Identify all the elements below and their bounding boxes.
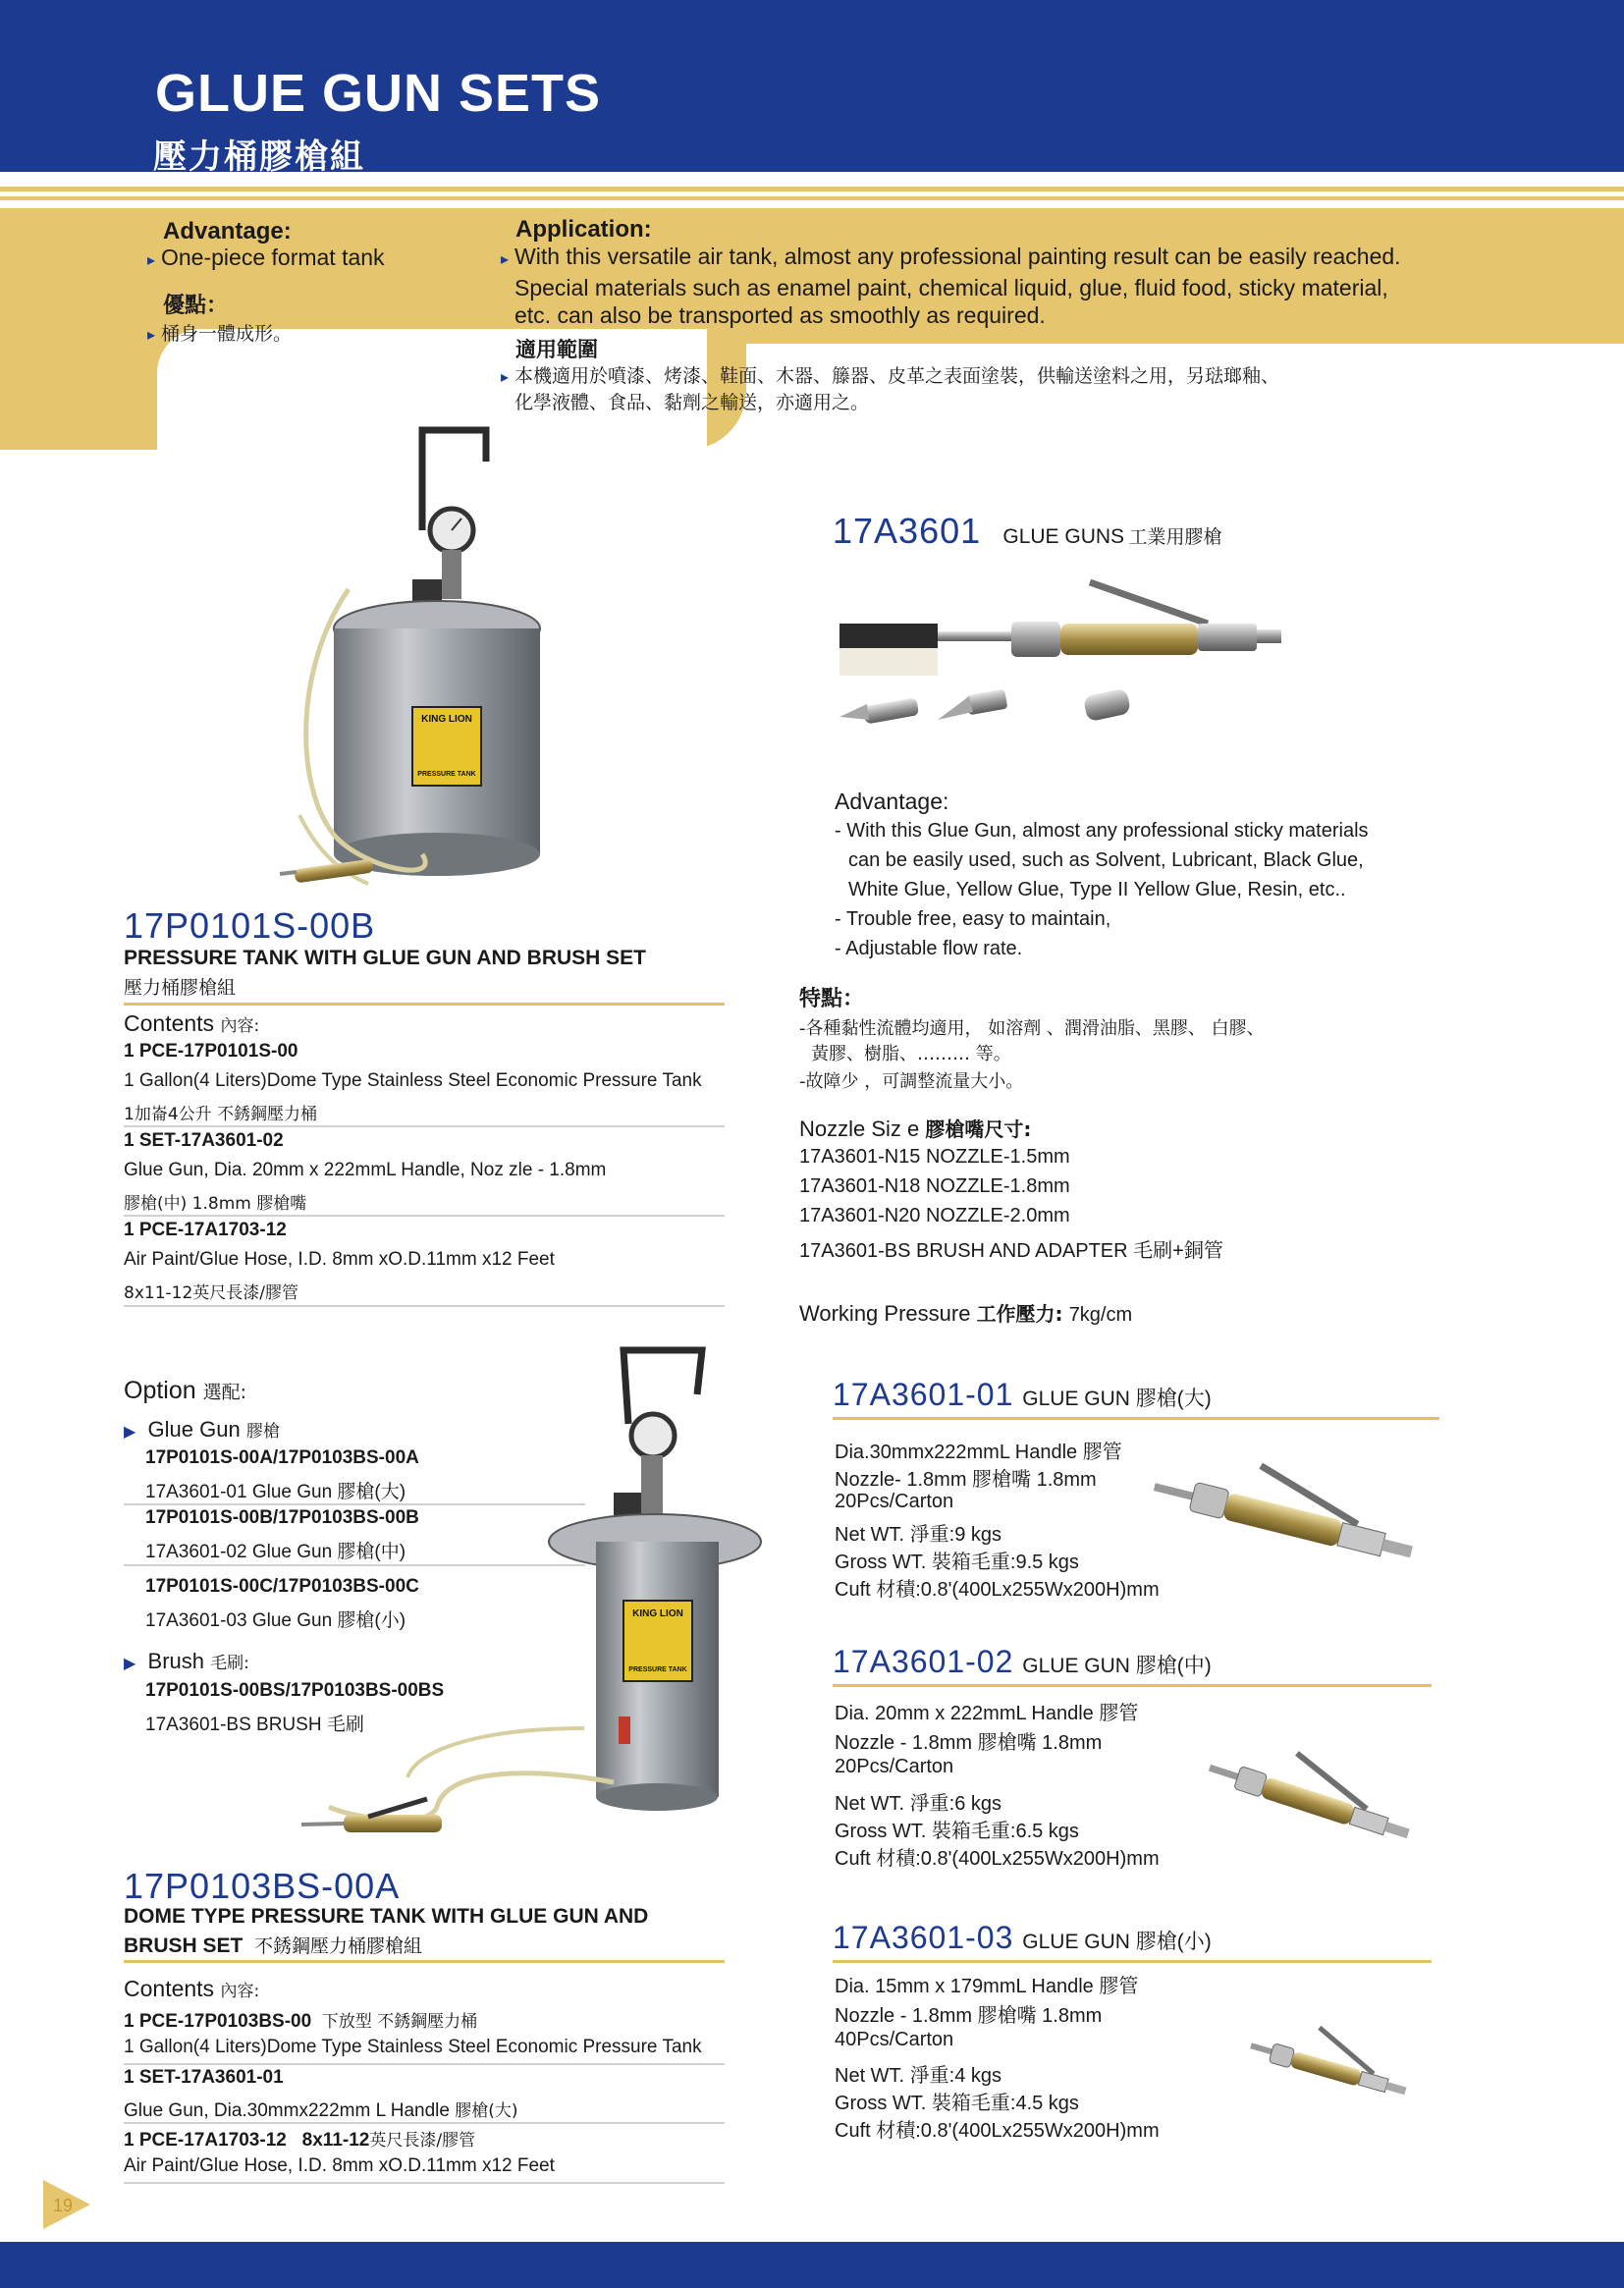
variant-03-spec: Cuft 材積:0.8'(400Lx255Wx200H)mm (835, 2120, 1160, 2142)
gun-zh-line: -各種黏性流體均適用， 如溶劑 、潤滑油脂、黑膠、 白膠、 (799, 1018, 1265, 1039)
dome-pressure-tank-image (290, 1345, 781, 1846)
set2-item3-head: 1 PCE-17A1703-12 8x11-12英尺長漆/膠管 (124, 2130, 476, 2151)
advantage-label: Advantage: (163, 218, 292, 245)
application-zh-label: 適用範圍 (515, 338, 598, 361)
set2-item1-desc: 1 Gallon(4 Liters)Dome Type Stainless Steel Economic Pressure Tank (124, 2037, 702, 2057)
application-text: ▸ With this versatile air tank, almost any professional painting result can be easily reached. Special materials such as enamel paint, chemical liquid, glue, fluid food, sticky material, etc. can also be transported as smoothly as required. (501, 243, 1492, 329)
variant-03-spec: 40Pcs/Carton (835, 2029, 954, 2050)
divider (124, 1215, 725, 1217)
page-number: 19 (53, 2196, 74, 2215)
variant-02-heading: 17A3601-02 GLUE GUN 膠槍(中) (833, 1644, 1212, 1679)
page-title: GLUE GUN SETS (155, 64, 602, 123)
option-gun-desc-a: 17A3601-01 Glue Gun 膠槍(大) (145, 1482, 406, 1502)
variant-02-spec: Nozzle - 1.8mm 膠槍嘴 1.8mm (835, 1732, 1103, 1754)
gun-zh-line: 黃膠、樹脂、……… 等。 (811, 1044, 1011, 1064)
gun-zh-label: 特點： (799, 987, 865, 1011)
set1-code: 17P0101S-00B (124, 905, 376, 946)
variant-03-spec: Nozzle - 1.8mm 膠槍嘴 1.8mm (835, 2005, 1103, 2027)
divider (124, 1125, 725, 1127)
tank-label: PRESSURE TANK (417, 771, 476, 778)
glue-gun-kit-image (839, 574, 1429, 751)
divider (833, 1960, 1432, 1963)
variant-02-spec: Dia. 20mm x 222mmL Handle 膠管 (835, 1703, 1139, 1724)
variant-01-spec: Dia.30mmx222mmL Handle 膠管 (835, 1442, 1122, 1463)
variant-03-spec: Dia. 15mm x 179mmL Handle 膠管 (835, 1976, 1139, 1997)
set1-item3-desc-zh: 8x11-12英尺長漆/膠管 (124, 1283, 299, 1303)
pressure-tank-image (275, 422, 589, 903)
variant-01-spec: Gross WT. 裝箱毛重:9.5 kgs (835, 1552, 1079, 1573)
tank-brand: KING LION (421, 714, 472, 725)
divider (124, 1960, 725, 1963)
advantage-zh-label: 優點： (163, 294, 229, 318)
advantage-item: ▸ One-piece format tank (147, 245, 385, 271)
set1-item2-desc-zh: 膠槍(中) 1.8mm 膠槍嘴 (124, 1194, 307, 1214)
nozzle-size-label: Nozzle Siz e 膠槍嘴尺寸: (799, 1117, 1032, 1141)
option-gun-code-a: 17P0101S-00A/17P0103BS-00A (145, 1447, 419, 1468)
gun-zh-line: -故障少 ，可調整流量大小。 (799, 1071, 1024, 1092)
option-gun-code-c: 17P0101S-00C/17P0103BS-00C (145, 1576, 419, 1597)
divider (124, 2182, 725, 2184)
variant-03-heading: 17A3601-03 GLUE GUN 膠槍(小) (833, 1920, 1212, 1955)
set2-item1-head: 1 PCE-17P0103BS-00 下放型 不銹鋼壓力桶 (124, 2011, 478, 2032)
variant-01-heading: 17A3601-01 GLUE GUN 膠槍(大) (833, 1377, 1212, 1412)
variant-03-spec: Gross WT. 裝箱毛重:4.5 kgs (835, 2093, 1079, 2114)
option-gun-code-b: 17P0101S-00B/17P0103BS-00B (145, 1507, 419, 1528)
gun-advantage-line: - With this Glue Gun, almost any professional sticky materials (835, 820, 1369, 842)
set1-title: PRESSURE TANK WITH GLUE GUN AND BRUSH SET (124, 947, 647, 969)
nozzle-item: 17A3601-BS BRUSH AND ADAPTER 毛刷+銅管 (799, 1240, 1223, 1262)
tank-brand: KING LION (632, 1608, 683, 1619)
nozzle-item: 17A3601-N20 NOZZLE-2.0mm (799, 1205, 1070, 1226)
gun-advantage-line: - Adjustable flow rate. (835, 938, 1023, 959)
divider (124, 1003, 725, 1006)
divider (124, 2122, 725, 2124)
variant-01-spec: 20Pcs/Carton (835, 1491, 954, 1512)
set1-item3-head: 1 PCE-17A1703-12 (124, 1220, 287, 1240)
set1-item2-head: 1 SET-17A3601-02 (124, 1130, 284, 1151)
gun-advantage-line: White Glue, Yellow Glue, Type II Yellow Glue, Resin, etc.. (848, 879, 1346, 900)
gun-heading: 17A3601 GLUE GUNS 工業用膠槍 (833, 511, 1222, 551)
set2-item2-desc: Glue Gun, Dia.30mmx222mm L Handle 膠槍(大) (124, 2100, 518, 2121)
option-brush-label: ▶ Brush 毛刷: (124, 1649, 249, 1673)
variant-01-spec: Net WT. 淨重:9 kgs (835, 1524, 1002, 1546)
set2-code: 17P0103BS-00A (124, 1866, 401, 1906)
divider (833, 1417, 1439, 1420)
set1-item2-desc: Glue Gun, Dia. 20mm x 222mmL Handle, Noz zle - 1.8mm (124, 1160, 607, 1180)
set1-item1-head: 1 PCE-17P0101S-00 (124, 1041, 298, 1062)
nozzle-item: 17A3601-N15 NOZZLE-1.5mm (799, 1146, 1070, 1168)
advantage-zh-item: ▸ 桶身一體成形。 (147, 319, 292, 346)
glue-gun-small-image (1247, 2018, 1424, 2126)
variant-03-spec: Net WT. 淨重:4 kgs (835, 2065, 1002, 2087)
set1-item1-desc: 1 Gallon(4 Liters)Dome Type Stainless Steel Economic Pressure Tank (124, 1070, 702, 1091)
divider (833, 1684, 1432, 1687)
working-pressure: Working Pressure 工作壓力: 7kg/cm (799, 1301, 1133, 1326)
application-zh-text: ▸ 本機適用於噴漆、烤漆、鞋面、木器、籐器、皮革之表面塗裝，供輸送塗料之用，另琺瑯釉、 化學液體、食品、黏劑之輸送，亦適用之。 (501, 363, 1473, 415)
application-label: Application: (515, 216, 652, 243)
option-brush-code: 17P0101S-00BS/17P0103BS-00BS (145, 1680, 445, 1701)
variant-02-spec: Cuft 材積:0.8'(400Lx255Wx200H)mm (835, 1848, 1160, 1870)
variant-02-spec: Net WT. 淨重:6 kgs (835, 1793, 1002, 1815)
variant-01-spec: Cuft 材積:0.8'(400Lx255Wx200H)mm (835, 1579, 1160, 1601)
gun-advantage-line: can be easily used, such as Solvent, Lubricant, Black Glue, (848, 849, 1364, 871)
tank-label: PRESSURE TANK (628, 1666, 687, 1673)
gun-advantage-label: Advantage: (835, 789, 949, 814)
set1-title-zh: 壓力桶膠槍組 (124, 977, 237, 999)
set2-contents-label: Contents 內容: (124, 1976, 260, 2001)
variant-01-spec: Nozzle- 1.8mm 膠槍嘴 1.8mm (835, 1469, 1097, 1491)
option-label: Option 選配: (124, 1377, 247, 1404)
variant-02-spec: 20Pcs/Carton (835, 1756, 954, 1777)
option-brush-desc: 17A3601-BS BRUSH 毛刷 (145, 1715, 364, 1735)
set1-contents-label: Contents 內容: (124, 1010, 260, 1036)
set1-item1-desc-zh: 1加崙4公升 不銹鋼壓力桶 (124, 1105, 318, 1124)
nozzle-item: 17A3601-N18 NOZZLE-1.8mm (799, 1175, 1070, 1197)
glue-gun-medium-image (1203, 1748, 1429, 1866)
set2-title-line1: DOME TYPE PRESSURE TANK WITH GLUE GUN AND (124, 1905, 649, 1928)
option-gun-desc-c: 17A3601-03 Glue Gun 膠槍(小) (145, 1610, 406, 1631)
page-subtitle: 壓力桶膠槍組 (153, 137, 365, 177)
footer-bar (0, 2242, 1624, 2288)
gold-stripe (0, 187, 1624, 191)
divider (124, 1305, 725, 1307)
glue-gun-large-image (1149, 1463, 1434, 1591)
gun-advantage-line: - Trouble free, easy to maintain, (835, 908, 1111, 930)
gold-stripe (0, 196, 1624, 200)
set2-item3-desc: Air Paint/Glue Hose, I.D. 8mm xO.D.11mm x12 Feet (124, 2155, 555, 2176)
set2-item2-head: 1 SET-17A3601-01 (124, 2067, 284, 2088)
option-glue-gun-label: ▶ Glue Gun 膠槍 (124, 1417, 280, 1442)
divider (124, 2063, 725, 2065)
set2-title-line2: BRUSH SET 不銹鋼壓力桶膠槍組 (124, 1934, 423, 1957)
variant-02-spec: Gross WT. 裝箱毛重:6.5 kgs (835, 1821, 1079, 1842)
option-gun-desc-b: 17A3601-02 Glue Gun 膠槍(中) (145, 1542, 406, 1562)
set1-item3-desc: Air Paint/Glue Hose, I.D. 8mm xO.D.11mm x12 Feet (124, 1249, 555, 1270)
